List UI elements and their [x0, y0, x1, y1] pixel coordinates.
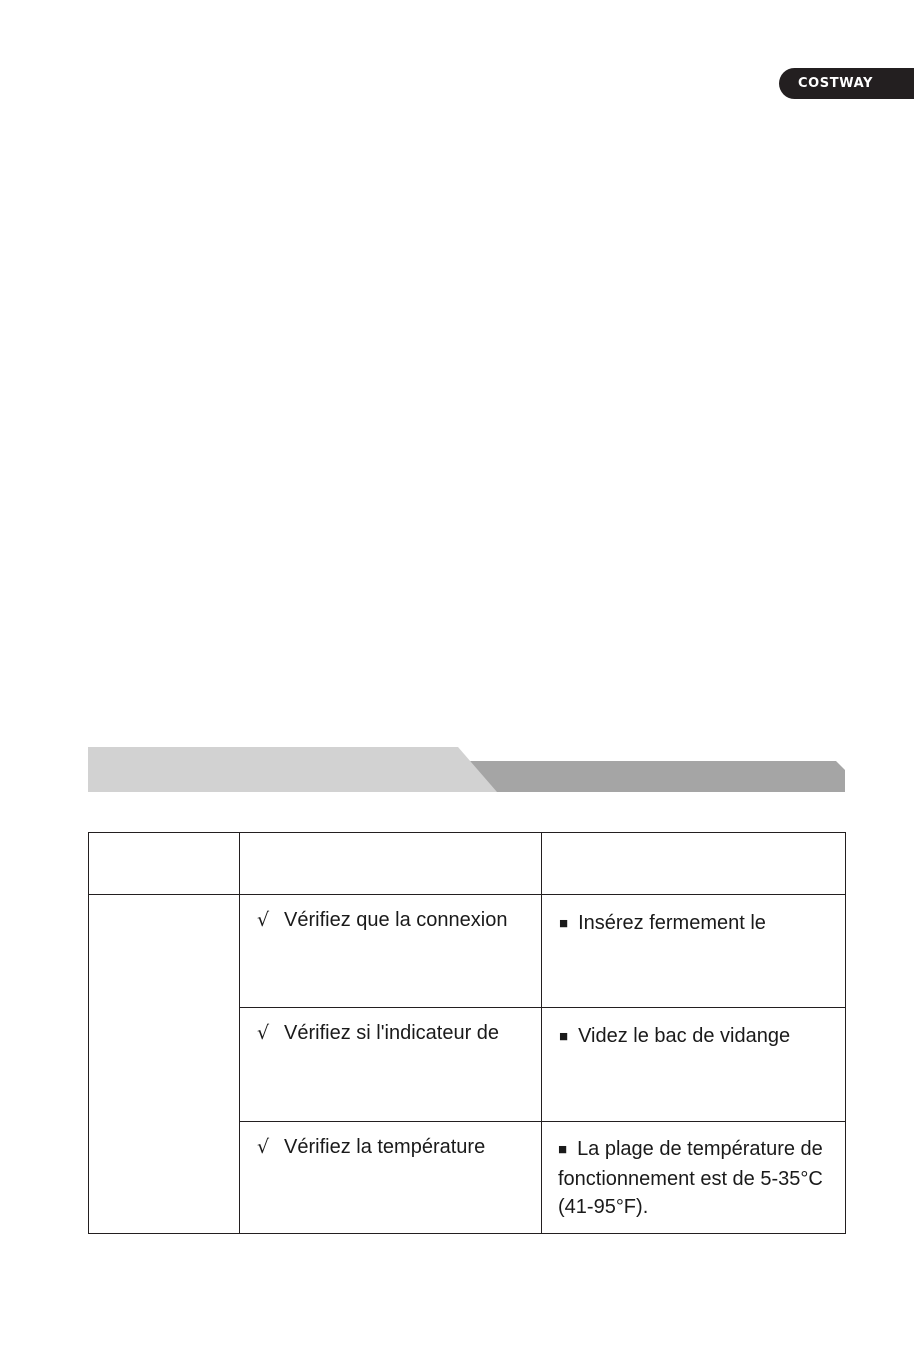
solution-label: Videz le bac de vidange [578, 1025, 791, 1047]
brand-name: COSTWAY [798, 76, 874, 91]
cause-cell [240, 895, 542, 1008]
cause-cell [240, 1122, 542, 1234]
check-mark-icon: √ [257, 909, 270, 931]
cause-label: Vérifiez que la connexion [284, 909, 508, 931]
banner-dark-band [470, 761, 845, 792]
troubleshooting-table [88, 832, 846, 1234]
square-bullet-icon: ■ [558, 1141, 568, 1158]
cause-text [240, 895, 541, 932]
header-cell-problem [89, 833, 240, 895]
header-cell-cause [240, 833, 542, 895]
solution-cell [542, 1008, 846, 1122]
check-mark-icon: √ [257, 1136, 270, 1158]
solution-label: Insérez fermement le [578, 912, 766, 934]
cause-label: Vérifiez la température [284, 1136, 486, 1158]
square-bullet-icon: ■ [559, 915, 569, 932]
solution-label: La plage de température de fonctionnement est de 5-35°C (41-95°F). [558, 1138, 823, 1218]
solution-text [542, 1008, 845, 1052]
solution-text [542, 1122, 845, 1221]
cause-cell [240, 1008, 542, 1122]
table-row [89, 895, 846, 1008]
square-bullet-icon: ■ [559, 1028, 569, 1045]
table-header-row [89, 833, 846, 895]
solution-text [542, 895, 845, 939]
cause-text [240, 1122, 541, 1159]
cause-label: Vérifiez si l'indicateur de [284, 1022, 500, 1044]
solution-cell [542, 1122, 846, 1234]
banner-light-band [88, 747, 497, 792]
header-cell-solution [542, 833, 846, 895]
solution-cell [542, 895, 846, 1008]
problem-cell [89, 895, 240, 1234]
check-mark-icon: √ [257, 1022, 270, 1044]
cause-text [240, 1008, 541, 1045]
